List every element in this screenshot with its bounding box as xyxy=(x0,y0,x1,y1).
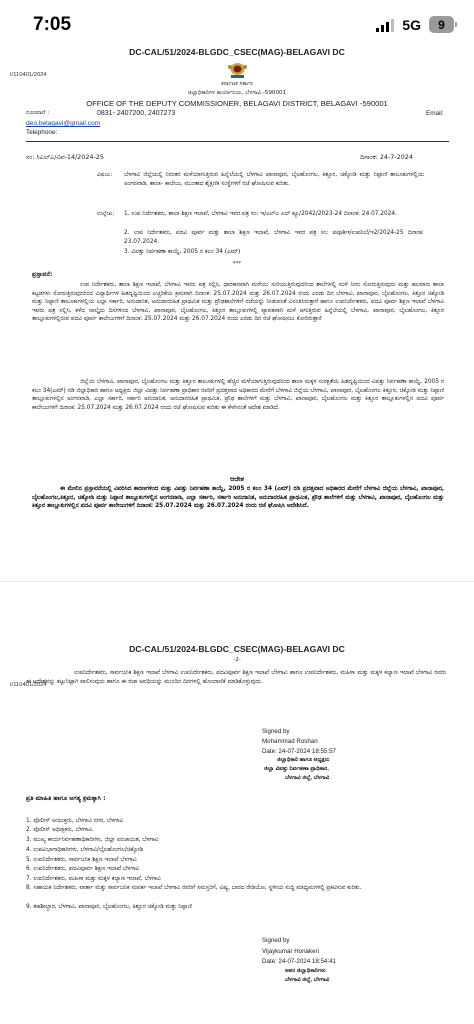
telephone-label: Telephone: xyxy=(26,129,58,136)
copy-to-title: ಪ್ರತಿ ಮಾಹಿತಿ ಹಾಗೂ ಅಗತ್ಯ ಕ್ರಮಕ್ಕಾಗಿ : xyxy=(26,795,106,802)
status-bar xyxy=(0,0,474,40)
signature-1-date: Date: 24-07-2024 18:55:57 xyxy=(262,748,336,755)
office-name-kannada: ಜಿಲ್ಲಾಧಿಕಾರಿಗಳ ಕಾರ್ಯಾಲಯ, ಬೆಳಗಾವಿ.-590001 xyxy=(187,90,287,96)
signature-2-label: Signed by xyxy=(262,937,290,944)
network-label: 5G xyxy=(402,16,421,33)
separator-stars: *** xyxy=(232,261,242,267)
copy-item-7: 7. ಉಪನಿರ್ದೇಶಕರು, ಮಹಿಳಾ ಮತ್ತು ಮಕ್ಕಳ ಕಲ್ಯಾಣ ಇಲಾಖೆ, ಬೆಳಗಾವಿ xyxy=(26,876,161,882)
signal-icon xyxy=(376,18,394,32)
page-separator xyxy=(0,581,474,646)
preamble-paragraph-1: ಉಪ ನಿರ್ದೇಶಕರು, ಶಾಲಾ ಶಿಕ್ಷಣ ಇಲಾಖೆ, ಬೆಳಗಾವಿ ಇವರು ಪತ್ರ ಸಲ್ಲಿಸಿ, ಧಾರಕಾರವಾಗಿ ಮಳೆಯು ಸುರಿಯುತ್ತಿರುವುದರಿಂದ ಶಾಲೆಗಳಲ್ಲಿ ಮಳೆ ನೀರು ಸೋರುತ್ತಿರುವುದು ಮತ್ತು ಹಲವಾರು ಶಾಲಾ ಕಟ್ಟಡಗಳು ಸೋರುತ್ತಿರುವುದರಿಂದ ವಿದ್ಯಾರ್ಥಿಗಳ ಹಿತದೃಷ್ಟಿಯಿಂದ ಎಚ್ಚರಿಕೆಯ ಕ್ರಮವಾಗಿ ದಿನಾಂಕ: 25.07.2024 ಮತ್ತು 26.07.2024 ರಂದು ಎರಡು ದಿನ ಬೆಳಗಾವಿ, ಖಾನಾಪೂರ, ಬೈಲಹೊಂಗಲ, ಕಿತ್ತೂರ ಚಿಕ್ಕೋಡಿ ಮತ್ತು ನಿಪ್ಪಾಣಿ ತಾಲೂಕುಗಳಲ್ಲಿಯ ಎಲ್ಲಾ ಸರ್ಕಾರಿ, ಅನುದಾನಿತ, ಅನುದಾನರಹಿತ ಪ್ರಾಥಮಿಕ ಮತ್ತು ಪ್ರೌಢಶಾಲೆಗಳಿಗೆ ರಜೆಯನ್ನು ನೀಡುವಂತೆ ವಿನಂತಿಸಿರುತ್ತಾರೆ ಹಾಗೂ ಉಪನಿರ್ದೇಶಕರು, ಪದವಿ ಪೂರ್ವ ಶಿಕ್ಷಣ ಇಲಾಖೆ ಬೆಳಗಾವಿ ಇವರು ಪತ್ರ ಸಲ್ಲಿಸಿ, ಕಳೆದ ನಾಲ್ಕೈದು ದಿನಗಳಿಂದ ಬೆಳಗಾವಿ, ಖಾನಾಪೂರ, ಬೈಲಹೊಂಗಲ, ಕಿತ್ತೂರ ತಾಲ್ಲೂಕುಗಳಲ್ಲಿ ವ್ಯಾಪಕವಾಗಿ ಮಳೆ ಆಗುತ್ತಿರುವ ಹಿನ್ನೆಲೆಯಲ್ಲಿ ಬೆಳಗಾವಿ, ಖಾನಾಪೂರ, ಬೈಲಹೊಂಗಲ, ಕಿತ್ತೂರ ತಾಲ್ಲೂಕುಗಳಲ್ಲಿರುವ ಪದವಿ ಪೂರ್ವ ಕಾಲೇಜುಗಳಿಗೆ ದಿನಾಂಕ: 25.07.2024 ಮತ್ತು 26.07.2024 ರಂದು ಎರಡು ದಿನ ರಜೆ ಘೋಷಿಸಲು ಕೋರಿರುತ್ತಾರೆ xyxy=(32,282,444,323)
copy-item-3: 3. ಮುಖ್ಯ ಕಾರ್ಯನಿರ್ವಹಣಾಧಿಕಾರಿಗಳು, ಜಿಲ್ಲಾ ಪಂಚಾಯತ, ಬೆಳಗಾವಿ xyxy=(26,837,159,843)
signature-2-title-2: ಬೆಳಗಾವಿ ಜಿಲ್ಲೆ, ಬೆಳಗಾವಿ xyxy=(285,977,330,983)
email-label: Email: xyxy=(426,110,444,117)
signature-1-title-1: ಜಿಲ್ಲಾಧಿಕಾರಿ ಹಾಗೂ ಅಧ್ಯಕ್ಷರು xyxy=(277,757,330,763)
signature-2-date: Date: 24-07-2024 18:54:41 xyxy=(262,958,336,965)
email-link[interactable]: deo.belagavi@gmail.com xyxy=(26,120,101,127)
signature-1-title-3: ಬೆಳಗಾವಿ ಜಿಲ್ಲೆ, ಬೆಳಗಾವಿ xyxy=(285,775,330,781)
order-date: ದಿನಾಂಕ: 24-7-2024 xyxy=(360,153,413,161)
signature-1-name: Mohammad Roshan xyxy=(262,738,318,745)
document-reference: DC-CAL/51/2024-BLGDC_CSEC(MAG)-BELAGAVI DC xyxy=(129,47,345,57)
document-page-2[interactable] xyxy=(0,645,474,1024)
phone-number: 0831- 2407200, 2407273 xyxy=(97,110,176,117)
reference-2: 2. ಉಪ ನಿರ್ದೇಶಕರು, ಪದವಿ ಪೂರ್ವ ಮತ್ತು ಶಾಲಾ ಶಿಕ್ಷಣ ಇಲಾಖೆ, ಬೆಳಗಾವಿ ಇವರ ಪತ್ರ ಸಂ: ಪಪೂಶಿಇ/ಉಪನಿಬೆ/ಇ2/2024-25 ದಿನಾಂಕ: 23.07.2024. xyxy=(124,230,424,245)
copy-item-8: 8. ಸಹಾಯಕ ನಿರ್ದೇಶಕರು, ವಾರ್ತಾ ಮತ್ತು ಸಾರ್ವಜನಿಕ ಸಂಪರ್ಕ ಇಲಾಖೆ ಬೆಳಗಾವಿ ರವರಿಗೆ ಸಮಸ್ತರಿಗೆ, ವಿಷ್ಯ, ಬಾರದ ರೇಡಿಯೋ, ಸ್ಥಳೀಯ ಸುದ್ದಿ ಮಾಧ್ಯಮಗಳಲ್ಲಿ ಪ್ರಕಟಿಸುವ ಕುರಿತು. xyxy=(26,885,362,891)
preamble-title: ಪ್ರಸ್ತಾವನೆ: xyxy=(32,271,53,278)
copy-item-5: 5. ಉಪನಿರ್ದೇಶಕರು, ಸಾರ್ವಜನಿಕ ಶಿಕ್ಷಣ ಇಲಾಖೆ ಬೆಳಗಾವಿ xyxy=(26,857,137,863)
document-page-1[interactable] xyxy=(0,40,474,581)
signature-2-name: Vijaykumar Honakeri xyxy=(262,948,319,955)
copy-item-2: 2. ಪೊಲೀಸ್ ಅಧೀಕ್ಷಕರು, ಬೆಳಗಾವಿ. xyxy=(26,827,94,833)
header-divider xyxy=(26,141,449,142)
preamble-paragraph-2: ಜಿಲ್ಲೆಯ ಬೆಳಗಾವಿ, ಖಾನಾಪೂರ, ಬೈಲಹೊಂಗಲ ಮತ್ತು ಕಿತ್ತೂರ ತಾಲೂಕುಗಳಲ್ಲಿ ಹೆಚ್ಚಿನ ಮಳೆಯಾಗುತ್ತಿರುವುದರಿಂದ ಶಾಲಾ ಮಕ್ಕಳ ಸುರಕ್ಷತೆಯ ಹಿತದೃಷ್ಟಿಯಿಂದ ವಿಪತ್ತು ನಿರ್ವಹಣಾ ಕಾಯ್ದೆ, 2005 ರ ಕಲಂ 34(ಎಮ್) ರಡಿ ಜಿಲ್ಲಾಧಿಕಾರಿ ಹಾಗೂ ಅಧ್ಯಕ್ಷರು ಜಿಲ್ಲಾ ವಿಪತ್ತು ನಿರ್ವಹಣಾ ಪ್ರಾಧಿಕಾರ ರವರಿಗೆ ಪ್ರದತ್ತವಾದ ಅಧಿಕಾರದ ಮೇರೆಗೆ ಬೆಳಗಾವಿ ಜಿಲ್ಲೆಯ ಬೆಳಗಾವಿ, ಖಾನಾಪೂರ, ಬೈಲಹೊಂಗಲ ಕಿತ್ತೂರ, ಚಿಕ್ಕೋಡಿ ಮತ್ತು ನಿಪ್ಪಾಣಿ ತಾಲ್ಲೂಕುಗಳಲ್ಲಿನ ಅಂಗನವಾಡಿ, ಎಲ್ಲಾ ಸರ್ಕಾರಿ, ಸರ್ಕಾರಿ ಅನುದಾನಿತ, ಅನುದಾನರಹಿತ ಪ್ರಾಥಮಿಕ, ಪ್ರೌಢ ಶಾಲೆಗಳಿಗೆ ಮತ್ತು ಬೆಳಗಾವಿ, ಖಾನಾಪೂರ, ಬೈಲಹೊಂಗಲ ಮತ್ತು ಕಿತ್ತೂರ ತಾಲ್ಲೂಕುಗಳಲ್ಲಿನ ಪದವಿ ಪೂರ್ವ ಕಾಲೇಜುಗಳಿಗೆ ದಿನಾಂಕ: 25.07.2024 ಮತ್ತು 26.07.2024 ರಂದು ರಜೆ ಘೋಷಿಸುವ ಕುರಿತು ಈ ಕೆಳಗಿನಂತೆ ಆದೇಶ ಮಾಡಿದೆ. xyxy=(32,379,444,411)
page-number: -2- xyxy=(233,657,241,663)
office-name-english: OFFICE OF THE DEPUTY COMMISSIONER, BELAGAVI DISTRICT, BELAGAVI -590001 xyxy=(86,99,388,108)
reference-3: 3. ವಿಪತ್ತು ನಿರ್ವಹಣಾ ಕಾಯ್ದೆ, 2005 ರ ಕಲಂ 34 (ಎಮ್) xyxy=(124,249,241,255)
document-reference-p2: DC-CAL/51/2024-BLGDC_CSEC(MAG)-BELAGAVI DC xyxy=(129,644,345,654)
side-reference-p2: I/110401/2024 xyxy=(10,682,47,688)
order-number: ಸಂ: ಸಿಎಲ್‌ಎ/ವಿಪ-14/2024-25 xyxy=(26,153,104,161)
signature-1-title-2: ಜಿಲ್ಲಾ ವಿಪತ್ತು ನಿರ್ವಹಣಾ ಪ್ರಾಧಿಕಾರ, xyxy=(264,766,329,772)
subject-label: ವಿಷಯ: xyxy=(97,172,113,178)
copy-item-6: 6. ಉಪನಿರ್ದೇಶಕರು, ಪದವಿಪೂರ್ವ ಶಿಕ್ಷಣ ಇಲಾಖೆ ಬೆಳಗಾವಿ xyxy=(26,866,140,872)
closing-paragraph: ಉಪನಿರ್ದೇಶಕರು, ಸಾರ್ವಜನಿಕ ಶಿಕ್ಷಣ ಇಲಾಖೆ ಬೆಳಗಾವಿ ಉಪನಿರ್ದೇಶಕರು, ಪದವಿಪೂರ್ವ ಶಿಕ್ಷಣ ಇಲಾಖೆ ಬೆಳಗಾವಿ ಹಾಗೂ ಉಪನಿರ್ದೇಶಕರು, ಮಹಿಳಾ ಮತ್ತು ಮಕ್ಕಳ ಕಲ್ಯಾಣ ಇಲಾಖೆ ಬೆಳಗಾವಿ ರವರು ಈ ಆದೇಶವನ್ನು ಕಟ್ಟುನಿಟ್ಟಾಗಿ ಪಾಲಿಸುವುದು ಹಾಗೂ ಈ ರಜಾ ಅವಧಿಯನ್ನು ಮುಂದಿನ ದಿನಗಳಲ್ಲಿ ಹೊಂದಾಣಿಕೆ ಮಾಡಿಕೊಳ್ಳುವುದು. xyxy=(26,670,446,685)
order-title: ಆದೇಶ xyxy=(230,475,244,483)
references-label: ಉಲ್ಲೇಖ: xyxy=(97,211,115,217)
subject-text: ಬೆಳಗಾವಿ ಜಿಲ್ಲೆಯಲ್ಲಿ ನಿರಂತರ ಮಳೆಯಾಗುತ್ತಿರುವ ಹಿನ್ನೆಲೆಯಲ್ಲಿ ಬೆಳಗಾವಿ ಖಾನಾಪೂರ, ಬೈಲಹೊಂಗಲ, ಕಿತ್ತೂರ, ಚಿಕ್ಕೋಡಿ ಮತ್ತು ನಿಪ್ಪಾಣಿ ತಾಲೂಕುಗಳಲ್ಲಿಯ ಅಂಗನವಾಡಿ, ಶಾಲಾ- ಕಾಲೇಜು, ಮುಂತಾದ ಶೈಕ್ಷಣಿಕ ಸಂಸ್ಥೆಗಳಿಗೆ ರಜೆ ಘೋಷಿಸುವ ಕುರಿತು. xyxy=(124,172,424,187)
copy-item-4: 4. ಉಪವಿಭಾಗಾಧಿಕಾರಿಗಳು, ಬೆಳಗಾವಿ/ಬೈಲಹೊಂಗಲ/ಚಿಕ್ಕೋಡಿ xyxy=(26,847,144,853)
status-icons xyxy=(376,16,454,33)
copy-item-9: 9. ತಹಶೀಲ್ದಾರ, ಬೆಳಗಾವಿ, ಖಾನಾಪೂರ, ಬೈಲಹೊಂಗಲ, ಕಿತ್ತೂರ ಚಿಕ್ಕೋಡಿ ಮತ್ತು ನಿಪ್ಪಾಣಿ xyxy=(26,904,192,910)
reference-1: 1. ಉಪ ನಿರ್ದೇಶಕರು, ಶಾಲಾ ಶಿಕ್ಷಣ ಇಲಾಖೆ, ಬೆಳಗಾವಿ ಇವರ ಪತ್ರ ಸಂ: ಇ/ಎಲ್‌ಎ ಎಲ್ ಕ್ಯೂ/2042/2023-24 ದಿನಾಂಕ: 24.07.2024. xyxy=(124,211,397,217)
government-line: ಕರ್ನಾಟಕ ಸರ್ಕಾರ xyxy=(221,81,253,87)
signature-2-title-1: ಅಪರ ಜಿಲ್ಲಾಧಿಕಾರಿಗಳು xyxy=(285,968,326,974)
order-paragraph: ಈ ಮೇಲಿನ ಪ್ರಸ್ತಾವನೆಯಲ್ಲಿ ವಿವರಿಸಿದ ಕಾರಣಗಳಿಂದ ಮತ್ತು ವಿಪತ್ತು ನಿರ್ವಹಣಾ ಕಾಯ್ದೆ, 2005 ರ ಕಲಂ 34 (ಎಮ್) ರಡಿ ಪ್ರದತ್ತವಾದ ಅಧಿಕಾರದ ಮೇರೆಗೆ ಬೆಳಗಾವಿ ಜಿಲ್ಲೆಯ ಬೆಳಗಾವಿ, ಖಾನಾಪೂರ, ಬೈಲಹೊಂಗಲ,ಕಿತ್ತೂರ, ಚಿಕ್ಕೋಡಿ ಮತ್ತು ನಿಪ್ಪಾಣಿ ತಾಲ್ಲೂಕುಗಳಲ್ಲಿನ ಅಂಗನವಾಡಿ, ಎಲ್ಲಾ ಸರ್ಕಾರಿ, ಸರ್ಕಾರಿ ಅನುದಾನಿತ, ಅನುದಾನರಹಿತ ಪ್ರಾಥಮಿಕ, ಪ್ರೌಢ ಶಾಲೆಗಳಿಗೆ ಮತ್ತು ಬೆಳಗಾವಿ, ಖಾನಾಪೂರ, ಬೈಲಹೊಂಗಲ ಮತ್ತು ಕಿತ್ತೂರ ತಾಲ್ಲೂಕುಗಳಲ್ಲಿನ ಪದವಿ ಪೂರ್ವ ಕಾಲೇಜುಗಳಿಗೆ ದಿನಾಂಕ: 25.07.2024 ಮತ್ತು 26.07.2024 ರಂದು ರಜೆ ಘೋಷಿಸಿ ಆದೇಶಿಸಿದೆ. xyxy=(32,486,444,510)
signature-1-label: Signed by xyxy=(262,728,290,735)
battery-icon: 9 xyxy=(429,16,454,33)
side-reference: I/110401/2024 xyxy=(10,72,47,78)
phone-label: ದೂರವಾಣಿ : xyxy=(26,110,50,116)
copy-item-1: 1. ಪೊಲೀಸ್ ಆಯುಕ್ತರು, ಬೆಳಗಾವಿ ನಗರ, ಬೆಳಗಾವಿ xyxy=(26,818,124,824)
state-emblem-icon xyxy=(227,60,248,79)
status-time: 7:05 xyxy=(33,14,72,35)
